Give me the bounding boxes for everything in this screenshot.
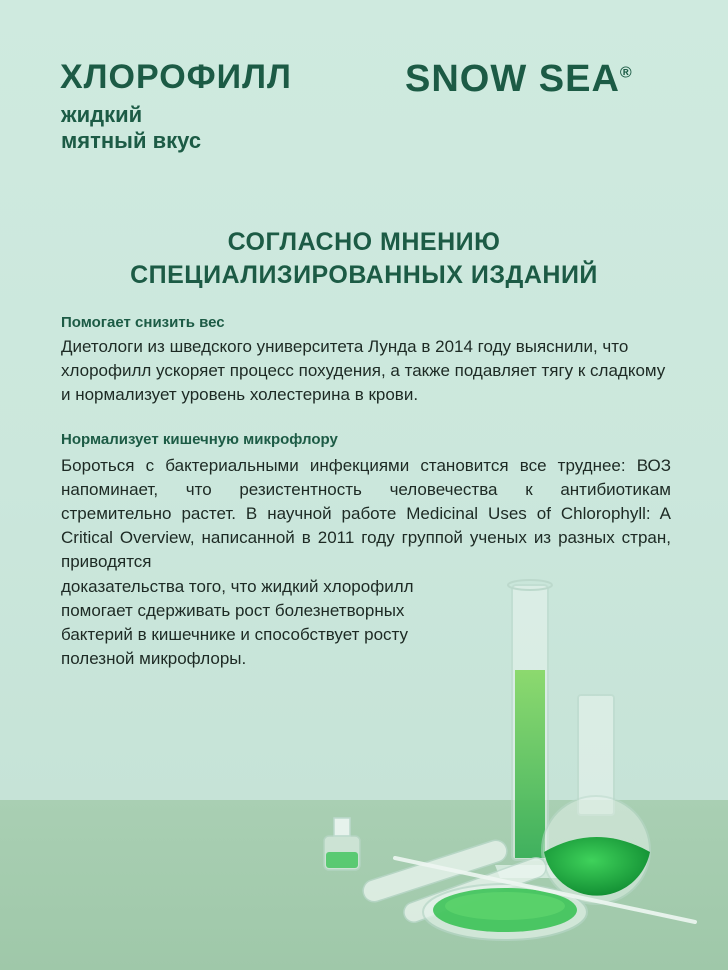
microflora-text-part1: Бороться с бактериальными инфекциями становится все труднее: ВОЗ напоминает, что резистентность человечества к антибиотикам стремительно растет. В научной работе Medicinal Uses of Chlorophyll: A Critical Overview, написанной в 2011 году группой ученых из разных стран, приводятся bbox=[61, 456, 671, 571]
product-title: ХЛОРОФИЛЛ bbox=[60, 58, 292, 96]
brand-name: SNOW SEA bbox=[405, 58, 620, 100]
microflora-title: Нормализует кишечную микрофлору bbox=[61, 431, 338, 448]
small-vial bbox=[324, 818, 360, 870]
microflora-text-part2: доказательства того, что жидкий хлорофилл помогает сдерживать рост болезнетворных бактерий в кишечнике и способствует росту полезной микрофлоры. bbox=[61, 577, 414, 668]
section-heading-line1: СОГЛАСНО МНЕНИЮ bbox=[227, 228, 501, 256]
weight-loss-text: Диетологи из шведского университета Лунда в 2014 году выяснили, что хлорофилл ускоряет процесс похудения, а также подавляет тягу к сладкому и нормализует уровень холестерина в крови. bbox=[61, 337, 666, 404]
product-subtitle-flavor: мятный вкус bbox=[61, 128, 202, 153]
round-flask bbox=[542, 695, 650, 904]
section-heading-line2: СПЕЦИАЛИЗИРОВАННЫХ ИЗДАНИЙ bbox=[130, 261, 598, 289]
product-subtitle-form: жидкий bbox=[61, 102, 143, 127]
weight-loss-title: Помогает снизить вес bbox=[61, 314, 225, 331]
registered-mark: ® bbox=[619, 64, 633, 82]
brand-logo bbox=[405, 58, 633, 101]
